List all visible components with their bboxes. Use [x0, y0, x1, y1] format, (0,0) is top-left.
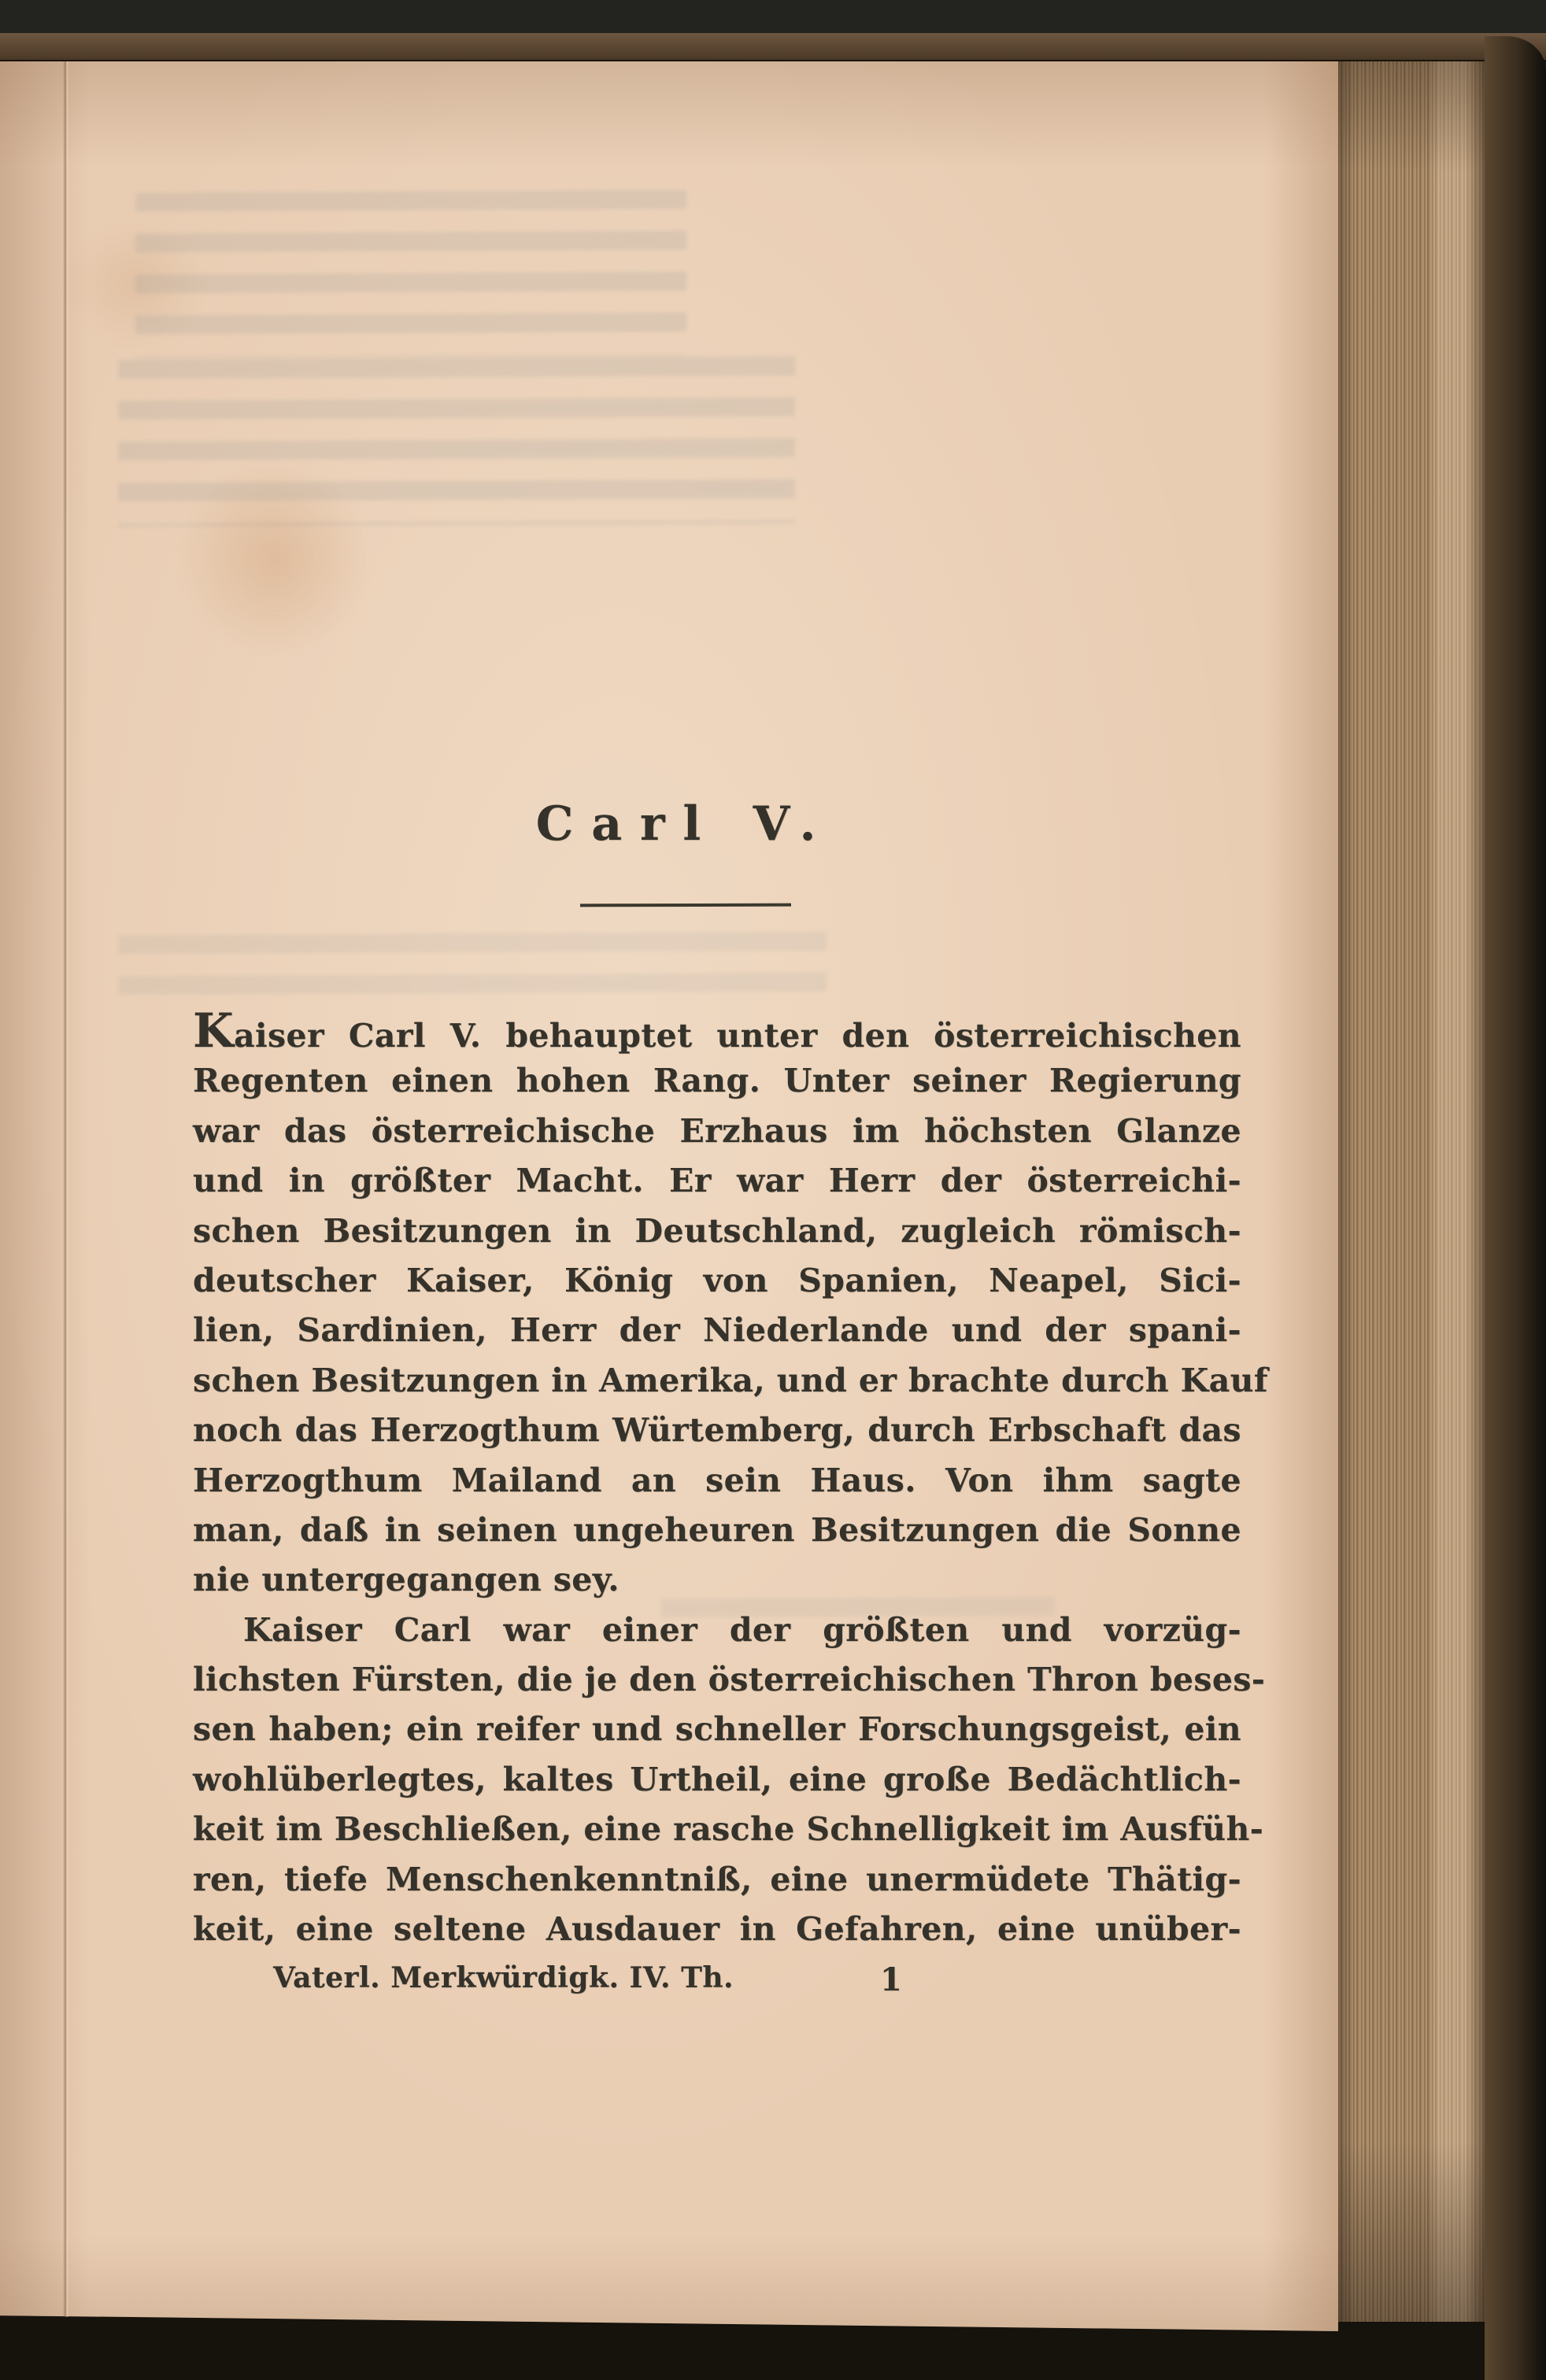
title-divider-rule: [580, 904, 791, 907]
body-line: war das österreichische Erzhaus im höchsten Glanze: [193, 1111, 1241, 1150]
verso-show-through: [118, 932, 827, 1013]
body-line: lien, Sardinien, Herr der Niederlande und der spani-: [193, 1311, 1241, 1350]
body-line: lichsten Fürsten, die je den österreichischen Thron beses-: [193, 1661, 1266, 1699]
page-gutter-crease: [63, 61, 68, 2317]
body-line: deutscher Kaiser, König von Spanien, Neapel, Sici-: [193, 1261, 1241, 1299]
book-cover-right-board: [1485, 36, 1546, 2380]
volume-signature: Vaterl. Merkwürdigk. IV. Th.: [273, 1961, 734, 1994]
body-line: nie untergegangen sey.: [193, 1561, 620, 1599]
verso-show-through: [118, 357, 795, 527]
verso-show-through: [135, 190, 686, 358]
body-line: und in größter Macht. Er war Herr der österreichi-: [193, 1162, 1241, 1200]
body-line: ren, tiefe Menschenkenntniß, eine unermüdete Thätig-: [193, 1860, 1241, 1898]
page-number: 1: [880, 1961, 902, 1998]
book-fore-edge-pages: [1335, 61, 1485, 2322]
chapter-title: Carl V.: [535, 796, 834, 852]
book-cover-top-edge: [0, 33, 1546, 64]
body-line: schen Besitzungen in Deutschland, zugleich römisch-: [193, 1211, 1241, 1250]
body-line: keit, eine seltene Ausdauer in Gefahren, eine unüber-: [193, 1910, 1241, 1949]
body-line: Herzogthum Mailand an sein Haus. Von ihm sagte: [193, 1461, 1241, 1499]
body-line: sen haben; ein reifer und schneller Forschungsgeist, ein: [193, 1710, 1241, 1749]
body-line: Kaiser Carl war einer der größten und vorzüg-: [243, 1610, 1241, 1649]
body-line: schen Besitzungen in Amerika, und er brachte durch Kauf: [193, 1361, 1268, 1399]
body-line: Kaiser Carl V. behauptet unter den österreichischen: [193, 1003, 1241, 1059]
body-line: noch das Herzogthum Würtemberg, durch Erbschaft das: [193, 1411, 1241, 1450]
body-line: wohlüberlegtes, kaltes Urtheil, eine große Bedächtlich-: [193, 1760, 1241, 1798]
body-text: [193, 1003, 1268, 1954]
body-line: man, daß in seinen ungeheuren Besitzungen die Sonne: [193, 1510, 1241, 1549]
body-line: keit im Beschließen, eine rasche Schnelligkeit im Ausfüh-: [193, 1810, 1264, 1849]
body-line: Regenten einen hohen Rang. Unter seiner Regierung: [193, 1062, 1241, 1100]
